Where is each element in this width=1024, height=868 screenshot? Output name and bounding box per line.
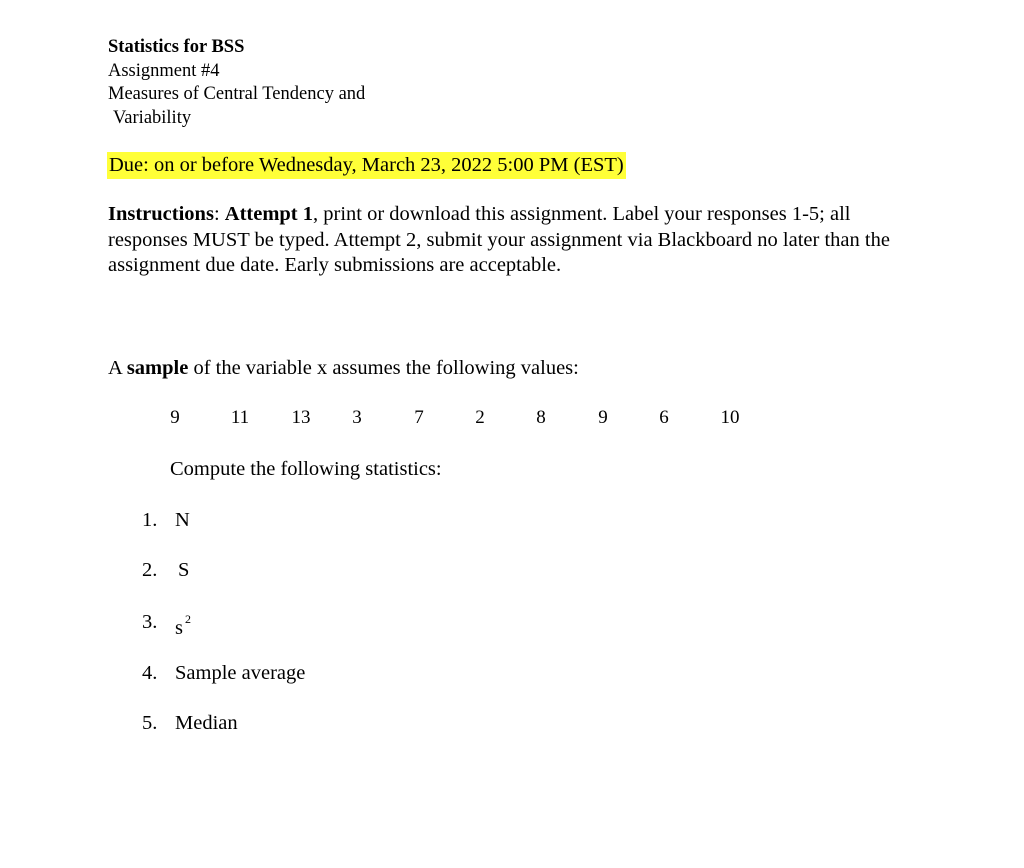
question-number: 5. — [142, 712, 158, 734]
question-number: 4. — [142, 662, 158, 684]
question-text: S — [178, 559, 190, 581]
question-text: Sample average — [175, 662, 306, 684]
question-number: 3. — [142, 611, 158, 633]
assignment-topic-line2: Variability — [113, 107, 192, 128]
question-symbol: s — [175, 616, 183, 639]
question-number: 2. — [142, 559, 158, 581]
due-date-highlight: Due: on or before Wednesday, March 23, 2022 5:00 PM (EST) — [107, 152, 626, 179]
sample-value: 13 — [291, 407, 311, 428]
sample-value: 11 — [230, 407, 250, 428]
sample-value: 6 — [659, 407, 669, 428]
document-header — [108, 36, 365, 130]
assignment-topic-line1: Measures of Central Tendency and — [108, 84, 366, 104]
sample-values-row — [0, 405, 1024, 431]
question-text: N — [175, 509, 190, 531]
question-number: 1. — [142, 509, 158, 531]
sample-value: 3 — [352, 407, 362, 428]
sample-intro — [108, 355, 579, 381]
question-superscript: 2 — [184, 612, 191, 626]
instructions-label: Instructions — [108, 203, 214, 225]
sample-value: 2 — [475, 407, 485, 428]
instructions-colon: : — [213, 203, 225, 225]
sample-value: 8 — [536, 407, 546, 428]
question-text: Median — [175, 712, 238, 734]
sample-value: 9 — [598, 407, 608, 428]
sample-intro-suffix: of the variable x assumes the following values: — [188, 357, 579, 379]
question-text — [175, 609, 191, 641]
sample-intro-prefix: A — [108, 357, 127, 379]
sample-value: 9 — [170, 407, 180, 428]
attempt1-label: Attempt 1 — [224, 203, 314, 225]
course-title: Statistics for BSS — [108, 37, 245, 57]
compute-instruction: Compute the following statistics: — [170, 458, 442, 480]
assignment-number: Assignment #4 — [108, 60, 220, 81]
instructions-text: , print or download this assignment. Label your responses 1-5; all responses MUST be typed. Attempt 2, submit your assignment via Blackboard no later than the assignment due date. Early submissions are acceptable. — [108, 203, 890, 276]
sample-bold-word: sample — [126, 357, 189, 379]
instructions-paragraph — [108, 202, 898, 279]
sample-value: 7 — [414, 407, 424, 428]
sample-value: 10 — [720, 407, 740, 428]
